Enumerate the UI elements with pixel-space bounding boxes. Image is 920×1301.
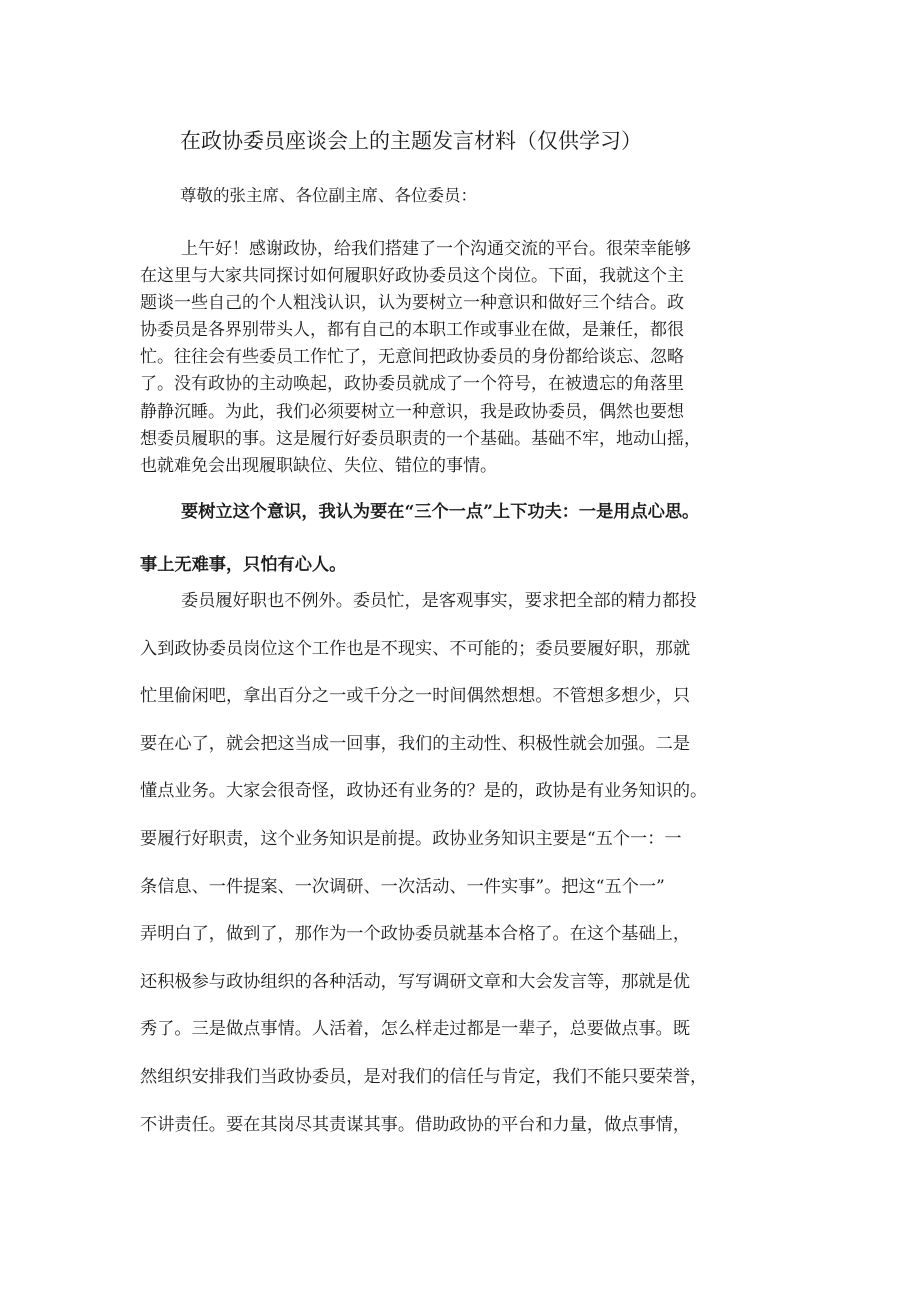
paragraph-line: 静静沉睡。为此，我们必须要树立一种意识，我是政协委员，偶然也要想 (140, 401, 684, 422)
paragraph-line: 题谈一些自己的个人粗浅认识，认为要树立一种意识和做好三个结合。政 (140, 293, 684, 314)
paragraph-line: 要在心了，就会把这当成一回事，我们的主动性、积极性就会加强。二是 (140, 733, 691, 754)
paragraph-line: 也就难免会出现履职缺位、失位、错位的事情。 (140, 455, 497, 476)
paragraph-line: 忙里偷闲吧，拿出百分之一或千分之一时间偶然想想。不管想多想少，只 (140, 686, 691, 707)
paragraph-line: 不讲责任。要在其岗尽其责谋其事。借助政协的平台和力量，做点事情， (140, 1114, 691, 1135)
paragraph-line: 在这里与大家共同探讨如何履职好政协委员这个岗位。下面，我就这个主 (140, 266, 684, 287)
bold-line: 事上无难事，只怕有心人。 (140, 555, 347, 575)
paragraph-body (140, 578, 820, 1149)
salutation: 尊敬的张主席、各位副主席、各位委员： (180, 186, 477, 205)
paragraph-opening (140, 236, 800, 480)
paragraph-line: 协委员是各界别带头人，都有自己的本职工作或事业在做，是兼任，都很 (140, 320, 684, 341)
paragraph-line: 要履行好职责，这个业务知识是前提。政协业务知识主要是“五个一：一 (140, 828, 682, 849)
paragraph-line: 了。没有政协的主动唤起，政协委员就成了一个符号，在被遗忘的角落里 (140, 374, 684, 395)
paragraph-line: 想委员履职的事。这是履行好委员职责的一个基础。基础不牢，地动山摇， (140, 428, 701, 449)
paragraph-line: 委员履好职也不例外。委员忙，是客观事实，要求把全部的精力都投 (181, 591, 697, 611)
paragraph-line: 条信息、一件提案、一次调研、一次活动、一件实事”。把这“五个一” (140, 876, 665, 897)
paragraph-line: 秀了。三是做点事情。人活着，怎么样走过都是一辈子，总要做点事。既 (140, 1019, 691, 1040)
bold-heading-paragraph (140, 486, 820, 592)
paragraph-line: 还积极参与政协组织的各种活动，写写调研文章和大会发言等，那就是优 (140, 971, 691, 992)
bold-line: 要树立这个意识，我认为要在“三个一点”上下功夫：一是用点心思。 (181, 502, 700, 522)
paragraph-line: 忙。往往会有些委员工作忙了，无意间把政协委员的身份都给谈忘、忽略 (140, 347, 684, 368)
paragraph-line: 懂点业务。大家会很奇怪，政协还有业务的？是的，政协是有业务知识的。 (140, 781, 708, 802)
paragraph-line: 弄明白了，做到了，那作为一个政协委员就基本合格了。在这个基础上， (140, 924, 691, 945)
paragraph-line: 上午好！感谢政协，给我们搭建了一个沟通交流的平台。很荣幸能够 (181, 239, 691, 259)
paragraph-line: 入到政协委员岗位这个工作也是不现实、不可能的；委员要履好职，那就 (140, 638, 691, 659)
paragraph-line: 然组织安排我们当政协委员，是对我们的信任与肯定，我们不能只要荣誉， (140, 1066, 708, 1087)
document-title: 在政协委员座谈会上的主题发言材料（仅供学习） (180, 129, 642, 153)
